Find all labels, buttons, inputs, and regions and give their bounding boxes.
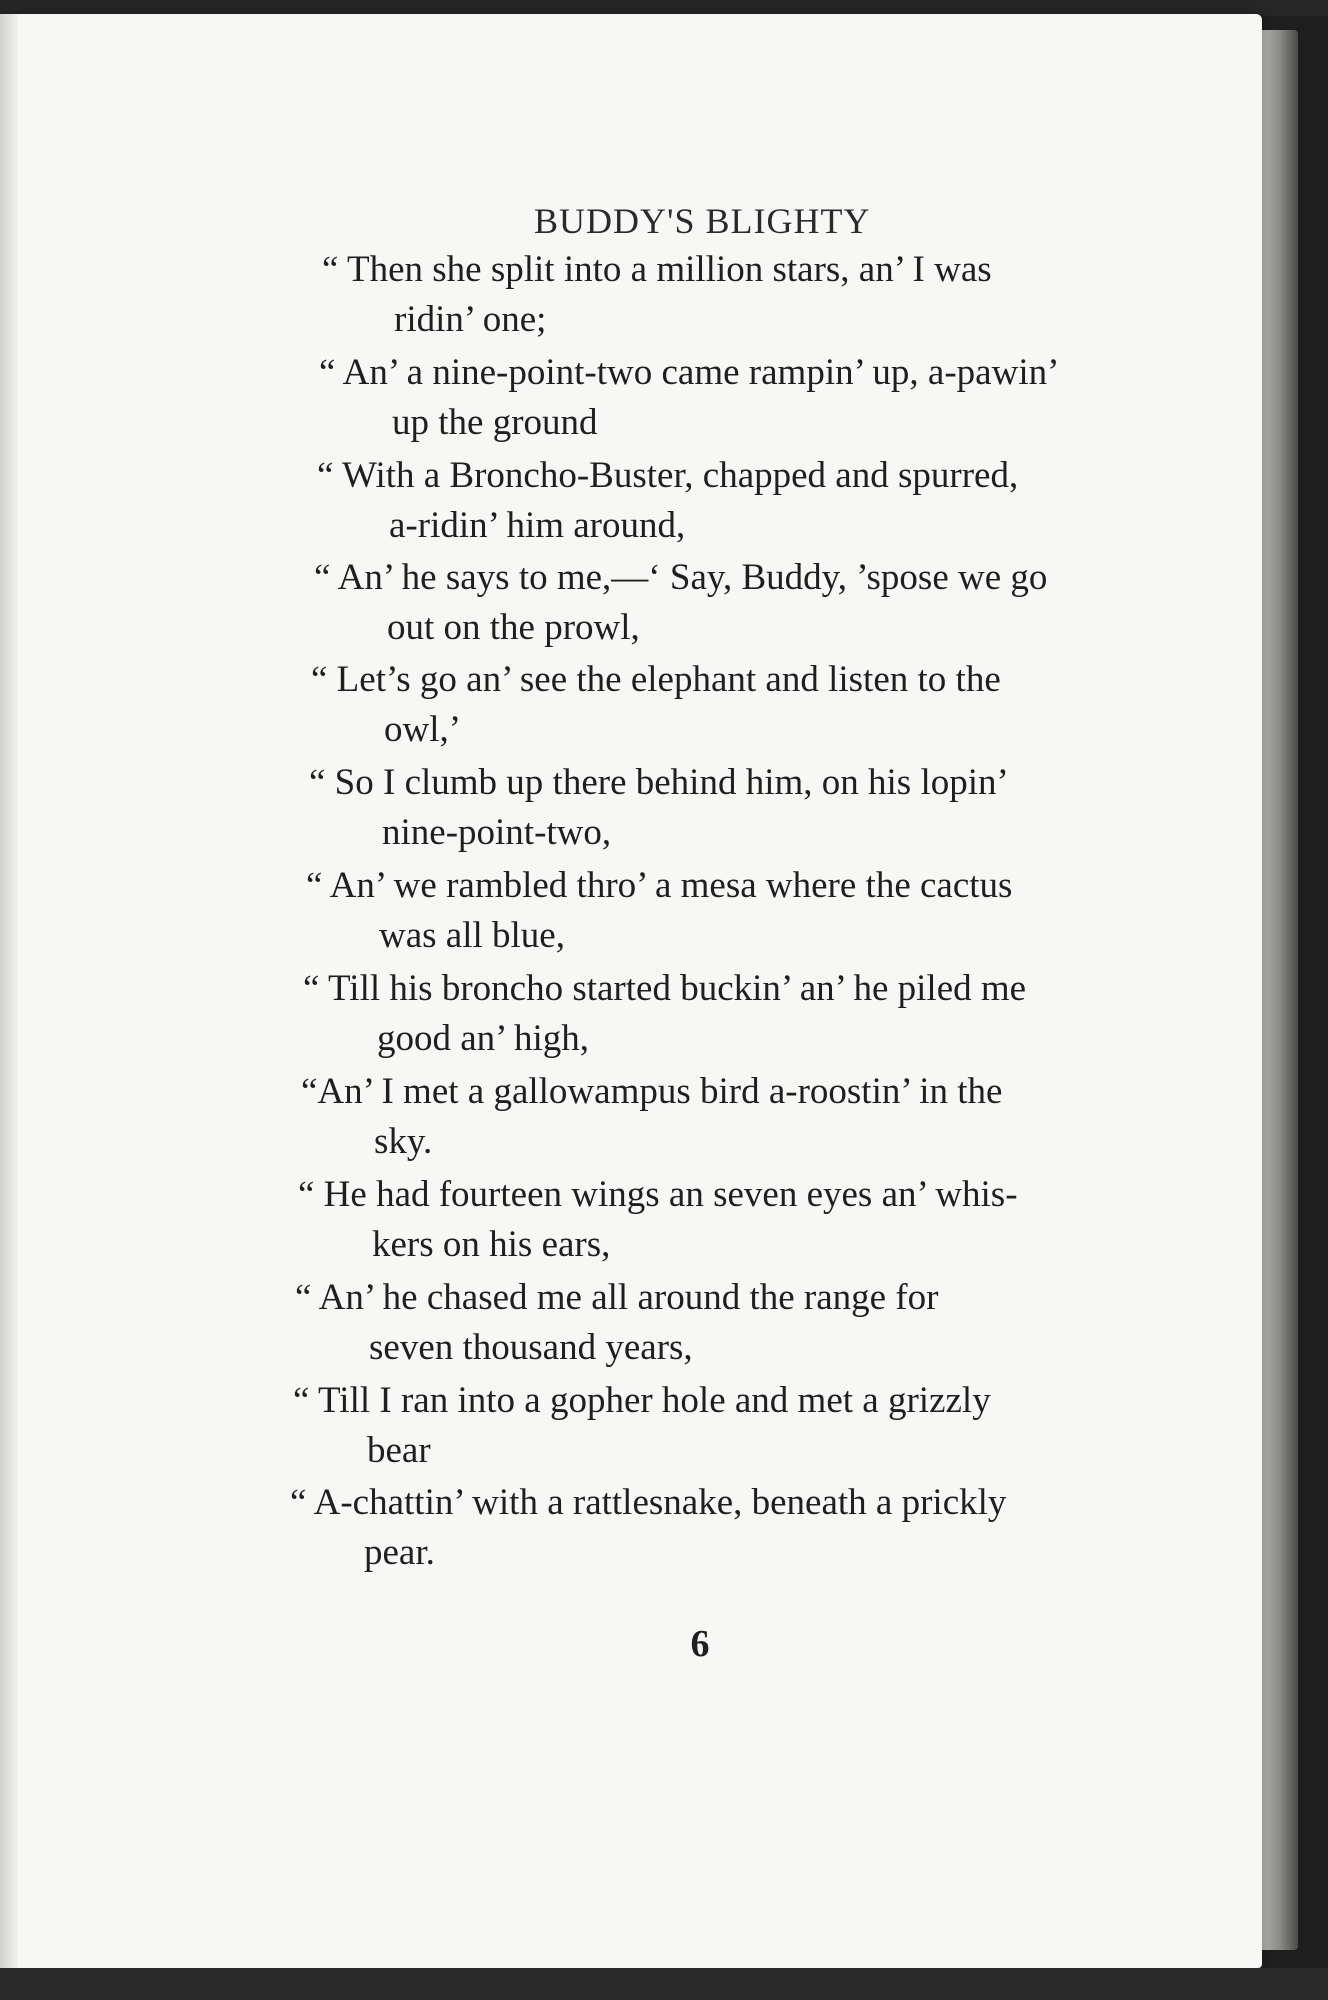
verse-line: “ An’ he chased me all around the range for <box>295 1277 939 1318</box>
verse-line: “ An’ we rambled thro’ a mesa where the cactus <box>306 865 1013 906</box>
page-number: 6 <box>690 1623 710 1665</box>
verse-line-continuation: pear. <box>364 1532 435 1573</box>
verse-line-continuation: up the ground <box>392 402 598 443</box>
verse-line: “ Till his broncho started buckin’ an’ he piled me <box>303 968 1027 1009</box>
verse-line: “An’ I met a gallowampus bird a-roostin’ in the <box>301 1071 1003 1112</box>
verse-line-continuation: seven thousand years, <box>369 1327 693 1368</box>
verse-line-continuation: ridin’ one; <box>394 299 547 340</box>
verse-line-continuation: sky. <box>374 1121 433 1162</box>
verse-line: “ With a Broncho-Buster, chapped and spurred, <box>317 455 1019 496</box>
verse-line-continuation: owl,’ <box>384 709 462 750</box>
verse-line: “ A-chattin’ with a rattlesnake, beneath a prickly <box>290 1482 1007 1523</box>
verse-line-continuation: good an’ high, <box>377 1018 590 1059</box>
verse-line-continuation: out on the prowl, <box>387 607 640 648</box>
verse-line-continuation: kers on his ears, <box>372 1224 611 1265</box>
verse-line: “ An’ he says to me,—‘ Say, Buddy, ’spose we go <box>314 557 1048 598</box>
verse-line: “ Let’s go an’ see the elephant and listen to the <box>311 659 1001 700</box>
book-page <box>0 14 1262 1968</box>
poem-text <box>0 14 1262 1968</box>
verse-line: “ He had fourteen wings an seven eyes an’ whis- <box>298 1174 1018 1215</box>
verse-line-continuation: a-ridin’ him around, <box>389 505 686 546</box>
verse-line-continuation: was all blue, <box>379 915 565 956</box>
verse-line: “ An’ a nine-point-two came rampin’ up, a-pawin’ <box>319 352 1060 393</box>
scan-bottom-border <box>0 1968 1328 2000</box>
verse-line: “ So I clumb up there behind him, on his lopin’ <box>309 762 1009 803</box>
verse-line-continuation: nine-point-two, <box>382 812 612 853</box>
verse-line: “ Till I ran into a gopher hole and met a grizzly <box>293 1380 991 1421</box>
verse-line: “ Then she split into a million stars, an’ I was <box>322 249 992 290</box>
running-head: BUDDY'S BLIGHTY <box>534 201 871 241</box>
verse-line-continuation: bear <box>367 1430 431 1471</box>
